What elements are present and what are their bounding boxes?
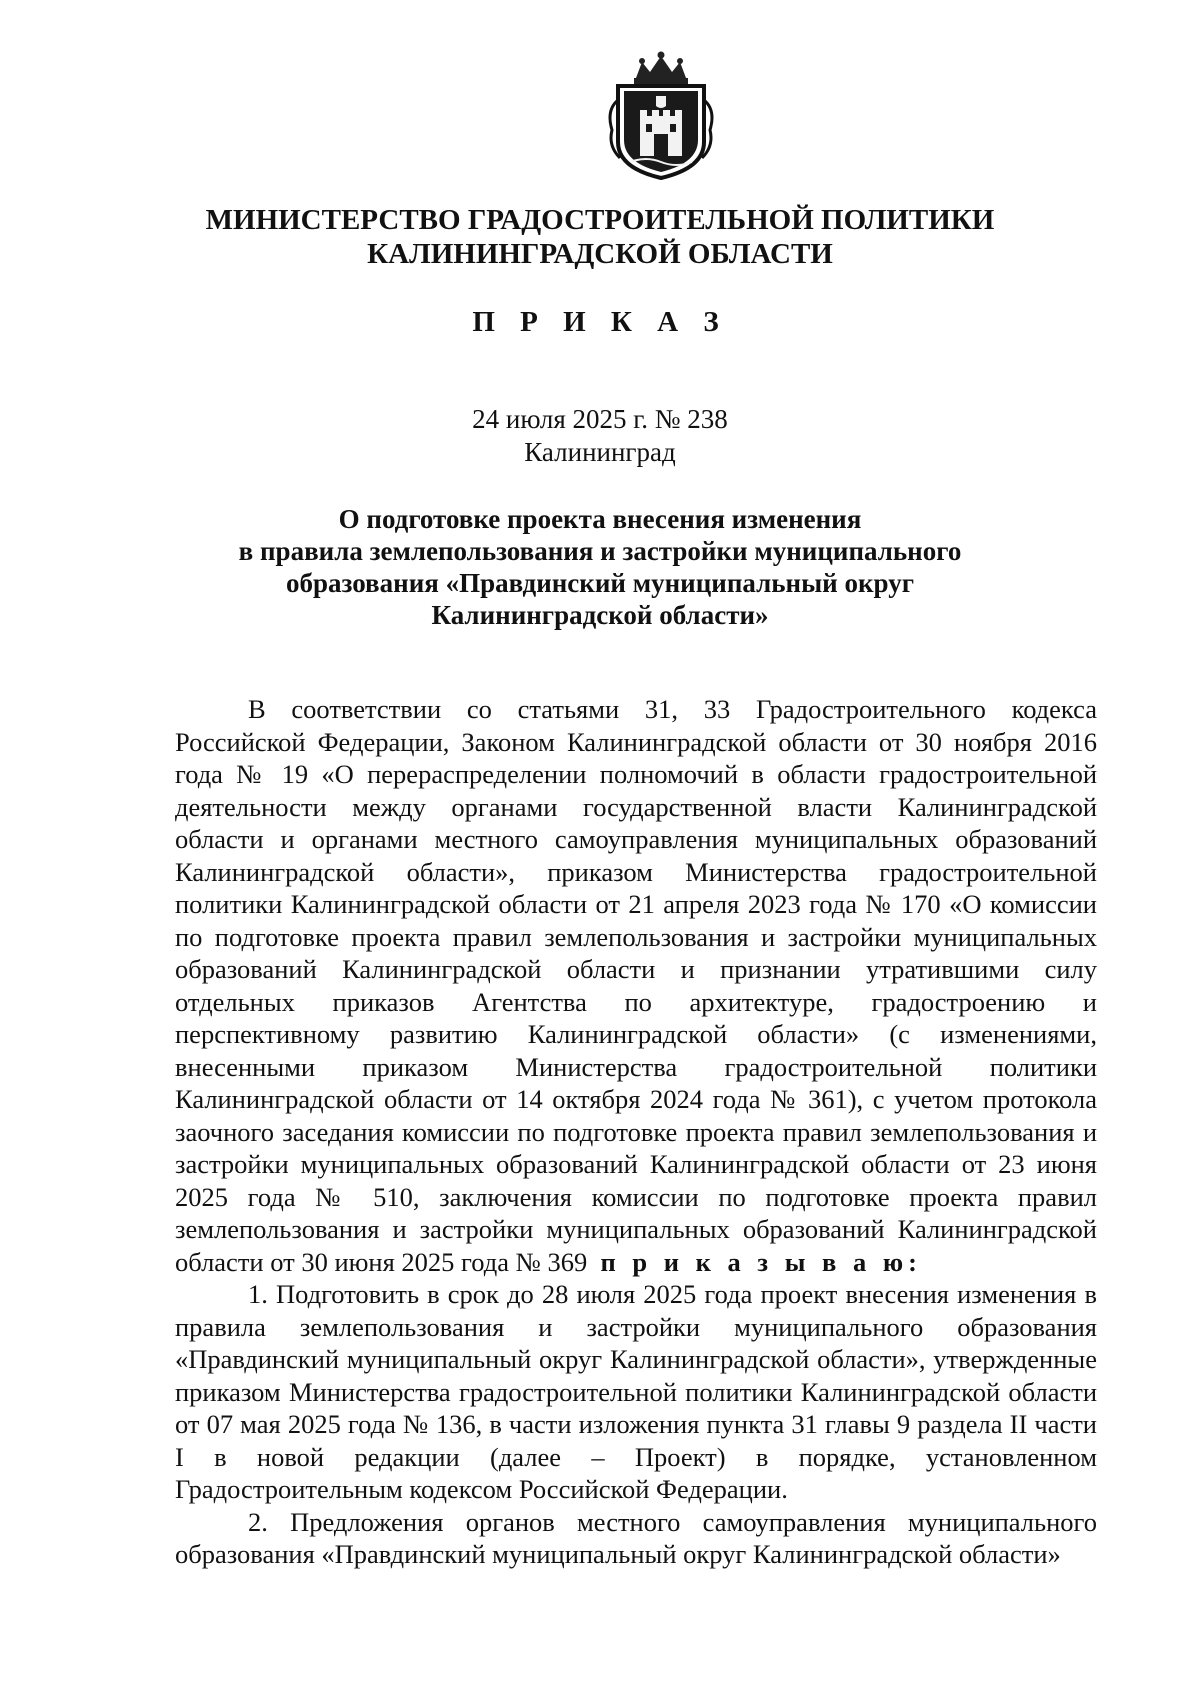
subject-line1: О подготовке проекта внесения изменения bbox=[338, 504, 862, 534]
preamble-text: В соответствии со статьями 31, 33 Градостроительного кодекса Российской Федерации, Законом Калининградской области от 30 ноября 2016 года № 19 «О перераспределении полномочий в области градостроительной деятельности между органами государственной власти Калининградской области и органами местного самоуправления муниципальных образований Калининградской области», приказом Министерства градостроительной политики Калининградской области от 21 апреля 2023 года № 170 «О комиссии по подготовке проекта правил землепользования и застройки муниципальных образований Калининградской области и признании утратившими силу отдельных приказов Агентства по архитектуре, градостроению и перспективному развитию Калининградской области» (с изменениями, внесенными приказом Министерства градостроительной политики Калининградской области от 14 октября 2024 года № 361), с учетом протокола заочного заседания комиссии по подготовке проекта правил землепользования и застройки муниципальных образований Калининградской области от 23 июня 2025 года № 510, заключения комиссии по подготовке проекта правил землепользования и застройки муниципальных образований Калининградской области от 30 июня 2025 года № 369 bbox=[175, 694, 1097, 1277]
date-and-number: 24 июля 2025 г. № 238 bbox=[472, 404, 728, 434]
subject-line3: образования «Правдинский муниципальный округ bbox=[286, 568, 914, 598]
item-2-paragraph: 2. Предложения органов местного самоуправления муниципального образования «Правдинский муниципальный округ Калининградской области» bbox=[175, 1506, 1097, 1569]
preamble-paragraph bbox=[175, 693, 1097, 1278]
coat-of-arms-emblem bbox=[596, 50, 726, 182]
ministry-name bbox=[150, 203, 1050, 271]
directive-word: п р и к а з ы в а ю: bbox=[600, 1246, 922, 1277]
ministry-name-line2: КАЛИНИНГРАДСКОЙ ОБЛАСТИ bbox=[367, 238, 833, 270]
document-type-title: П Р И К А З bbox=[472, 306, 728, 338]
city-name: Калининград bbox=[524, 437, 676, 467]
item-1-paragraph: 1. Подготовить в срок до 28 июля 2025 года проект внесения изменения в правила землепользования и застройки муниципального образования «Правдинский муниципальный округ Калининградской области», утвержденные приказом Министерства градостроительной политики Калининградской области от 07 мая 2025 года № 136, в части изложения пункта 31 главы 9 раздела II части I в новой редакции (далее – Проект) в порядке, установленном Градостроительным кодексом Российской Федерации. bbox=[175, 1279, 1097, 1504]
subject-line4: Калининградской области» bbox=[431, 600, 769, 630]
subject-line2: в правила землепользования и застройки муниципального bbox=[238, 536, 962, 566]
document-meta bbox=[150, 403, 1050, 469]
document-body bbox=[175, 693, 1097, 1571]
ministry-name-line1: МИНИСТЕРСТВО ГРАДОСТРОИТЕЛЬНОЙ ПОЛИТИКИ bbox=[205, 204, 995, 236]
document-subject bbox=[150, 503, 1050, 631]
